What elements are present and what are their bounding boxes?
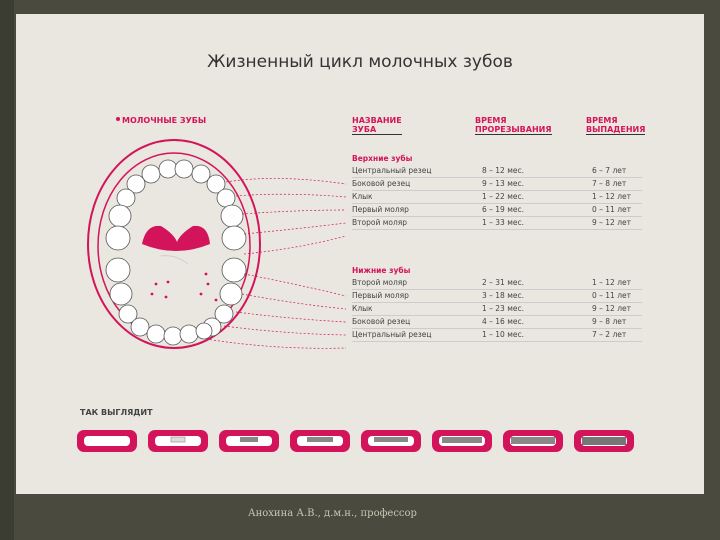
header-eruption: ВРЕМЯ ПРОРЕЗЫВАНИЯ [475,116,552,134]
row-divider [352,177,642,178]
table-row [352,291,642,304]
table-row [352,330,642,343]
tooth-name: Боковой резец [352,179,411,188]
tooth-name: Второй моляр [352,218,408,227]
mouth-stage-7 [502,426,564,456]
loss-time: 7 – 2 лет [592,330,627,339]
tooth-name: Первый моляр [352,205,409,214]
eruption-time: 1 – 33 мес. [482,218,524,227]
left-stripe [0,0,14,540]
row-divider [352,229,642,230]
loss-time: 1 – 12 лет [592,278,631,287]
eruption-time: 6 – 19 мес. [482,205,524,214]
tooth-name: Боковой резец [352,317,411,326]
table-row [352,317,642,330]
table-row [352,304,642,317]
loss-time: 9 – 12 лет [592,218,631,227]
loss-time: 9 – 12 лет [592,304,631,313]
row-divider [352,203,642,204]
tongue-crease [160,256,188,264]
loss-time: 9 – 8 лет [592,317,627,326]
how-it-looks-label: ТАК ВЫГЛЯДИТ [80,408,153,417]
eruption-time: 2 – 31 мес. [482,278,524,287]
tooth-name: Первый моляр [352,291,409,300]
eruption-time: 1 – 10 мес. [482,330,524,339]
loss-time: 0 – 11 лет [592,291,631,300]
row-divider [352,190,642,191]
mouth-stage-8 [573,426,635,456]
slide-title: Жизненный цикл молочных зубов [207,52,513,72]
table-row [352,218,642,231]
header-name: НАЗВАНИЕ ЗУБА [352,116,402,134]
eruption-time: 8 – 12 мес. [482,166,524,175]
upper-section-label: Верхние зубы [352,154,413,163]
diagram-bullet [116,117,120,121]
tooth-name: Второй моляр [352,278,408,287]
table-row [352,179,642,192]
row-divider [352,289,642,290]
eruption-time: 9 – 13 мес. [482,179,524,188]
row-divider [352,216,642,217]
tongue [142,226,210,251]
tongue-dots [151,273,218,302]
mouth-stage-6 [431,426,493,456]
row-divider [352,315,642,316]
mouth-stage-2 [147,426,209,456]
loss-time: 0 – 11 лет [592,205,631,214]
table-row [352,205,642,218]
tooth-name: Центральный резец [352,166,432,175]
mouth-diagram [76,134,366,364]
eruption-time: 3 – 18 мес. [482,291,524,300]
table-row [352,166,642,179]
row-divider [352,328,642,329]
header-loss: ВРЕМЯ ВЫПАДЕНИЯ [586,116,646,134]
mouth-stage-1 [76,426,138,456]
tooth-name: Клык [352,192,373,201]
loss-time: 1 – 12 лет [592,192,631,201]
mouth-stage-3 [218,426,280,456]
table-row [352,192,642,205]
diagram-label: МОЛОЧНЫЕ ЗУБЫ [122,116,207,125]
loss-time: 7 – 8 лет [592,179,627,188]
mouth-stage-5 [360,426,422,456]
row-divider [352,302,642,303]
mouth-stage-4 [289,426,351,456]
row-divider [352,341,642,342]
tooth-name: Центральный резец [352,330,432,339]
eruption-time: 4 – 16 мес. [482,317,524,326]
eruption-time: 1 – 23 мес. [482,304,524,313]
eruption-time: 1 – 22 мес. [482,192,524,201]
footer-author: Анохина А.В., д.м.н., профессор [248,508,417,519]
table-row [352,278,642,291]
lower-section-label: Нижние зубы [352,266,411,275]
slide [16,14,704,494]
tooth-name: Клык [352,304,373,313]
loss-time: 6 – 7 лет [592,166,627,175]
